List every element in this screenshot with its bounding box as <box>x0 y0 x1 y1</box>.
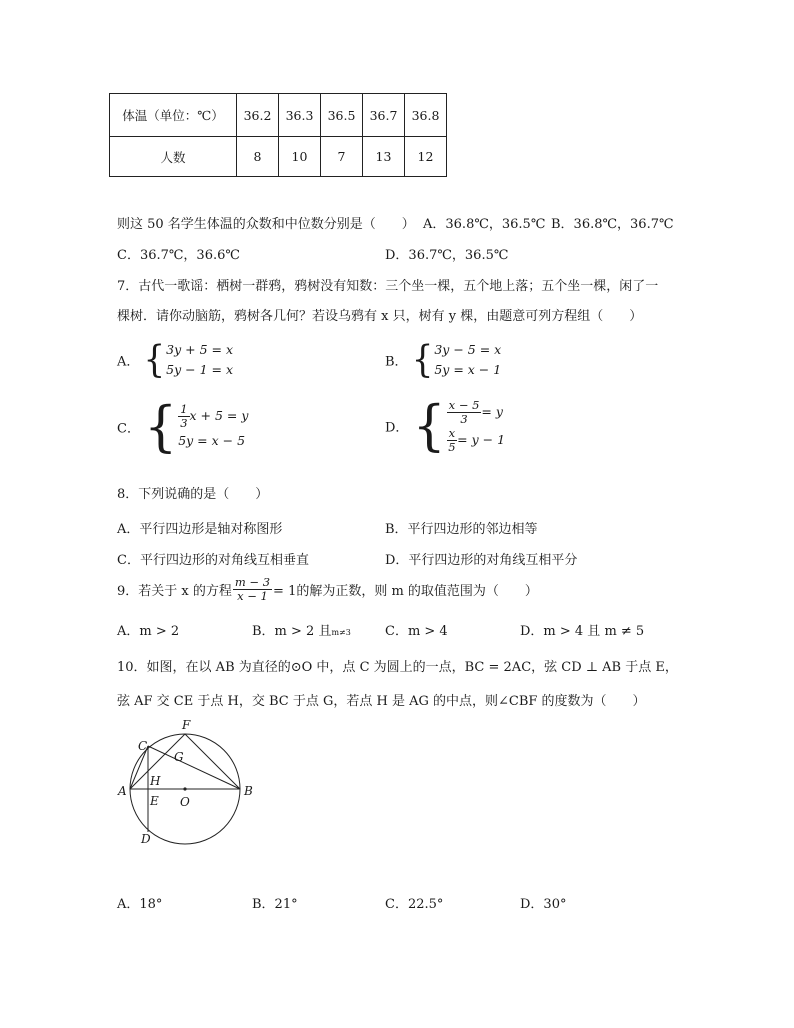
segment-bf <box>185 734 240 789</box>
q8-option-d: D．平行四边形的对角线互相平分 <box>385 553 578 568</box>
temp-cell: 36.5 <box>321 94 363 137</box>
table-row-counts <box>110 137 447 177</box>
q7-line2: 棵树．请你动脑筋，鸦树各几何？若设乌鸦有 x 只，树有 y 棵，由题意可列方程组（ ） <box>117 309 643 324</box>
q9-option-d: D．m > 4 且 m ≠ 5 <box>520 624 645 639</box>
q10-option-b: B．21° <box>252 897 298 912</box>
temp-cell: 36.8 <box>405 94 447 137</box>
q9-option-a: A．m > 2 <box>117 624 180 639</box>
label-g: G <box>174 750 184 764</box>
count-label-cell: 人数 <box>110 137 237 177</box>
equation: $\frac{x}{5}$ = y − 1 <box>448 426 506 454</box>
label-b: B <box>244 784 253 798</box>
equation-system <box>412 340 502 380</box>
q9-stem <box>117 576 538 603</box>
equation: $\frac{x - 5}{3}$ = y <box>448 398 503 426</box>
temp-cell: 36.2 <box>237 94 279 137</box>
q8-option-b: B．平行四边形的邻边相等 <box>385 522 538 537</box>
equation-system <box>144 340 234 380</box>
count-cell: 10 <box>279 137 321 177</box>
center-o-dot <box>183 787 186 790</box>
equation-system <box>412 394 506 458</box>
count-cell: 8 <box>237 137 279 177</box>
option-label: A． <box>117 354 140 370</box>
equation: 3y − 5 = x <box>434 342 502 357</box>
fraction: $\frac{x}{5}$ <box>448 426 456 454</box>
q10-line1: 10．如图，在以 AB 为直径的⊙O 中，点 C 为圆上的一点，BC = 2AC，弦 CD ⊥ AB 于点 E， <box>117 660 678 675</box>
q8-option-c: C．平行四边形的对角线互相垂直 <box>117 553 309 568</box>
equation: 5y = x − 5 <box>178 432 246 448</box>
brace-icon: { <box>143 338 166 382</box>
count-cell: 12 <box>405 137 447 177</box>
q10-option-c: C．22.5° <box>385 897 444 912</box>
brace-icon: { <box>411 338 434 382</box>
q6-option-c: C．36.7℃，36.6℃ <box>117 248 240 263</box>
q6-option-a: A．36.8℃，36.5℃ <box>423 217 546 232</box>
label-f: F <box>182 718 191 732</box>
label-o: O <box>180 795 190 809</box>
temp-cell: 36.7 <box>363 94 405 137</box>
q9-stem-post: = 1的解为正数，则 m 的取值范围为（ ） <box>273 584 538 599</box>
temp-cell: 36.3 <box>279 94 321 137</box>
q8-option-a: A．平行四边形是轴对称图形 <box>117 522 283 537</box>
equation-system <box>144 395 249 459</box>
q7-option-c <box>117 395 249 459</box>
q10-line2: 弦 AF 交 CE 于点 H，交 BC 于点 G，若点 H 是 AG 的中点，则∠CBF 的度数为（ ） <box>117 694 646 709</box>
q6-option-b: B．36.8℃，36.7℃ <box>551 217 674 232</box>
table-header-cell: 体温（单位：℃） <box>110 94 237 137</box>
option-label: B． <box>385 354 408 370</box>
count-cell: 13 <box>363 137 405 177</box>
equation: 3y + 5 = x <box>166 342 234 357</box>
q9-option-b: B．m > 2 且m≠3 <box>252 624 351 639</box>
q6-stem: 则这 50 名学生体温的众数和中位数分别是（ ） <box>117 217 415 232</box>
label-h: H <box>150 774 161 788</box>
brace-icon: { <box>412 394 446 458</box>
q6-option-d: D．36.7℃，36.5℃ <box>385 248 509 263</box>
q9-stem-pre: 9．若关于 x 的方程 <box>117 584 232 599</box>
q10-option-a: A．18° <box>117 897 163 912</box>
q7-option-d <box>385 394 506 458</box>
q9-option-c: C．m > 4 <box>385 624 448 639</box>
label-e: E <box>150 794 159 808</box>
fraction: $\frac{1}{3}$ <box>180 401 188 430</box>
fraction: $\frac{x - 5}{3}$ <box>448 398 480 426</box>
equation: $\frac{1}{3}$ x + 5 = y <box>180 401 249 430</box>
label-c: C <box>138 739 148 753</box>
brace-icon: { <box>144 395 178 459</box>
q7-option-a <box>117 340 233 380</box>
count-cell: 7 <box>321 137 363 177</box>
equation: 5y − 1 = x <box>166 362 234 377</box>
equation: 5y = x − 1 <box>434 362 502 377</box>
option-label: C． <box>117 421 140 437</box>
table-row-temps <box>110 94 447 137</box>
q7-option-b <box>385 340 501 380</box>
temperature-table <box>109 93 447 177</box>
circle-geometry-figure <box>110 715 270 855</box>
q7-line1: 7．古代一歌谣：栖树一群鸦，鸦树没有知数：三个坐一棵，五个地上落；五个坐一棵，闲了一 <box>117 279 659 294</box>
option-label: D． <box>385 420 409 436</box>
label-d: D <box>141 832 151 846</box>
q10-option-d: D．30° <box>520 897 567 912</box>
q8-stem: 8．下列说确的是（ ） <box>117 487 269 502</box>
fraction: $\frac{m - 3}{x - 1}$ <box>234 575 271 603</box>
label-a: A <box>118 784 127 798</box>
